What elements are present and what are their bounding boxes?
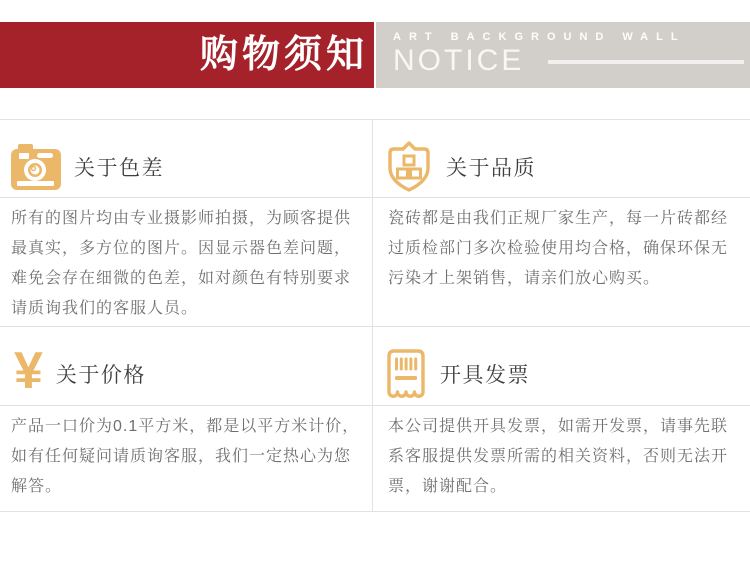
- banner-notice-en: NOTICE: [393, 44, 525, 77]
- section-body-invoice: 本公司提供开具发票，如需开发票，请事先联系客服提供发票所需的相关资料，否则无法开票，谢谢配合。: [388, 418, 729, 495]
- body-row-2: [0, 406, 750, 512]
- banner-subtitle-en: ART BACKGROUND WALL: [393, 31, 686, 43]
- section-body-color-difference: 所有的图片均由专业摄影师拍摄，为顾客提供最真实，多方位的图片。因显示器色差问题，难免会存在细微的色差，如对颜色有特别要求请质询我们的客服人员。: [0, 198, 373, 326]
- camera-icon: [11, 144, 61, 190]
- section-title: 开具发票: [440, 364, 530, 387]
- receipt-icon: [385, 349, 427, 399]
- decorative-line: [548, 60, 744, 64]
- banner-notice-row: [393, 46, 750, 76]
- section-title: 关于色差: [74, 156, 164, 180]
- section-header-price: [0, 327, 373, 405]
- notice-grid: [0, 119, 750, 512]
- section-title: 关于价格: [55, 364, 146, 387]
- page-title: 购物须知: [199, 34, 368, 76]
- section-header-quality: [373, 120, 750, 197]
- section-header-invoice: [373, 327, 750, 405]
- section-body-price: 产品一口价为0.1平方米，都是以平方米计价，如有任何疑问请质询客服，我们一定热心为您解答。: [0, 406, 373, 511]
- yuan-glyph: ¥: [14, 342, 43, 400]
- section-title: 关于品质: [446, 156, 536, 180]
- section-body-quality: 瓷砖都是由我们正规厂家生产，每一片砖都经过质检部门多次检验使用均合格，确保环保无污染才上架销售，请亲们放心购买。: [388, 210, 729, 287]
- header-row-2: [0, 327, 750, 406]
- header-row-1: [0, 120, 750, 198]
- shield-icon: [385, 141, 433, 193]
- body-row-1: [0, 198, 750, 327]
- banner-title-box: [0, 22, 374, 88]
- banner-subtitle-box: [376, 22, 750, 88]
- section-header-color-difference: [0, 120, 373, 197]
- yuan-icon: [11, 342, 43, 400]
